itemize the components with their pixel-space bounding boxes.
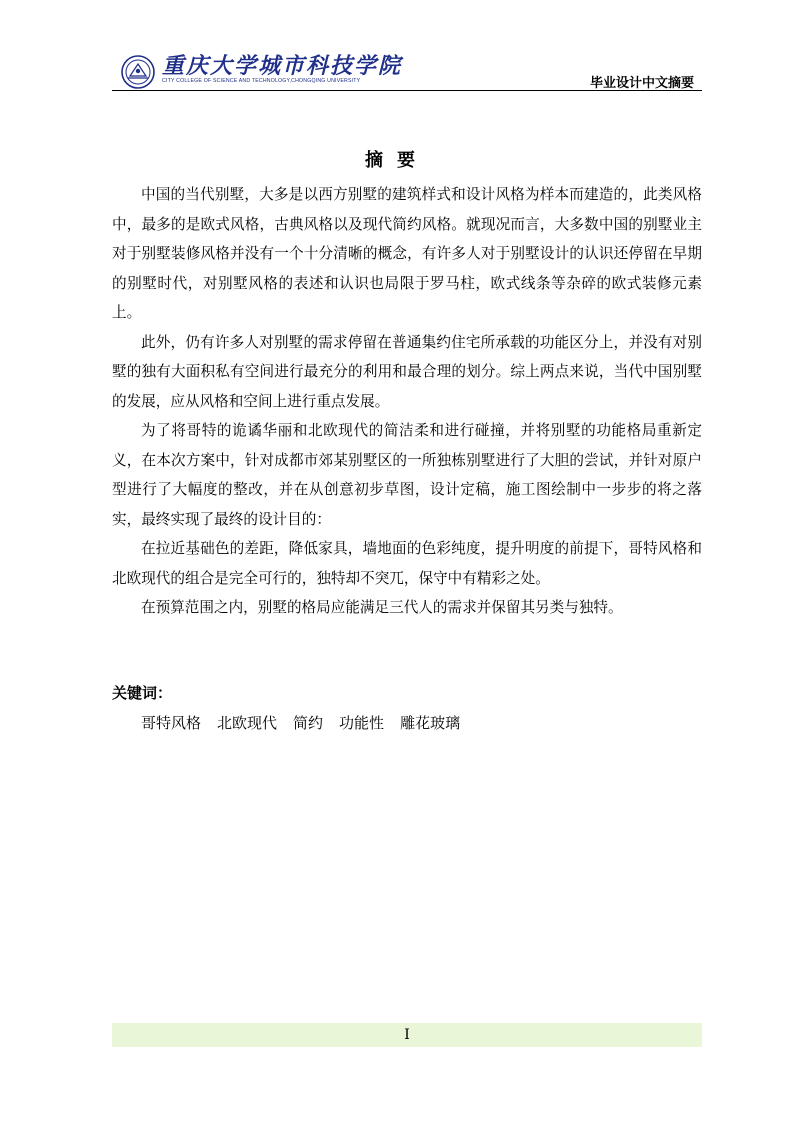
page-header	[112, 52, 702, 91]
logo-chinese-name: 重庆大学城市科技学院	[162, 53, 403, 79]
keyword-item: 北欧现代	[217, 714, 278, 732]
logo-english-name: CITY COLLEGE OF SCIENCE AND TECHNOLOGY,CHONGQING UNIVERSITY	[162, 78, 361, 84]
abstract-paragraph: 此外，仍有许多人对别墅的需求停留在普通集约住宅所承载的功能区分上，并没有对别墅的独有大面积私有空间进行最充分的利用和最合理的划分。综上两点来说，当代中国别墅的发展，应从风格和空间上进行重点发展。	[112, 333, 702, 410]
header-section-title: 毕业设计中文摘要	[589, 76, 694, 91]
abstract-paragraph: 中国的当代别墅，大多是以西方别墅的建筑样式和设计风格为样本而建造的，此类风格中，最多的是欧式风格，古典风格以及现代简约风格。就现况而言，大多数中国的别墅业主对于别墅装修风格并没有一个十分清晰的概念，有许多人对于别墅设计的认识还停留在早期的别墅时代，对别墅风格的表述和认识也局限于罗马柱，欧式线条等杂碎的欧式装修元素上。	[112, 186, 702, 321]
keywords-label: 关键词：	[112, 684, 173, 702]
keyword-item: 功能性	[339, 714, 385, 732]
page-title: 摘要	[365, 150, 429, 171]
page-number: I	[404, 1027, 410, 1043]
university-emblem-icon	[120, 54, 156, 90]
keyword-item: 雕花玻璃	[400, 714, 461, 732]
abstract-paragraph: 在预算范围之内，别墅的格局应能满足三代人的需求并保留其另类与独特。	[141, 599, 623, 616]
keyword-item: 简约	[293, 714, 324, 732]
university-logo	[120, 54, 402, 88]
page-footer	[112, 1023, 702, 1047]
keywords-list	[141, 712, 460, 733]
abstract-paragraph: 在拉近基础色的差距，降低家具，墙地面的色彩纯度，提升明度的前提下，哥特风格和北欧现代的组合是完全可行的，独特却不突兀，保守中有精彩之处。	[112, 540, 702, 587]
abstract-body	[112, 180, 702, 623]
keyword-item: 哥特风格	[141, 714, 202, 732]
abstract-paragraph: 为了将哥特的诡谲华丽和北欧现代的简洁柔和进行碰撞，并将别墅的功能格局重新定义，在本次方案中，针对成都市郊某别墅区的一所独栋别墅进行了大胆的尝试，并针对原户型进行了大幅度的整改，并在从创意初步草图，设计定稿，施工图绘制中一步步的将之落实，最终实现了最终的设计目的：	[112, 422, 702, 528]
